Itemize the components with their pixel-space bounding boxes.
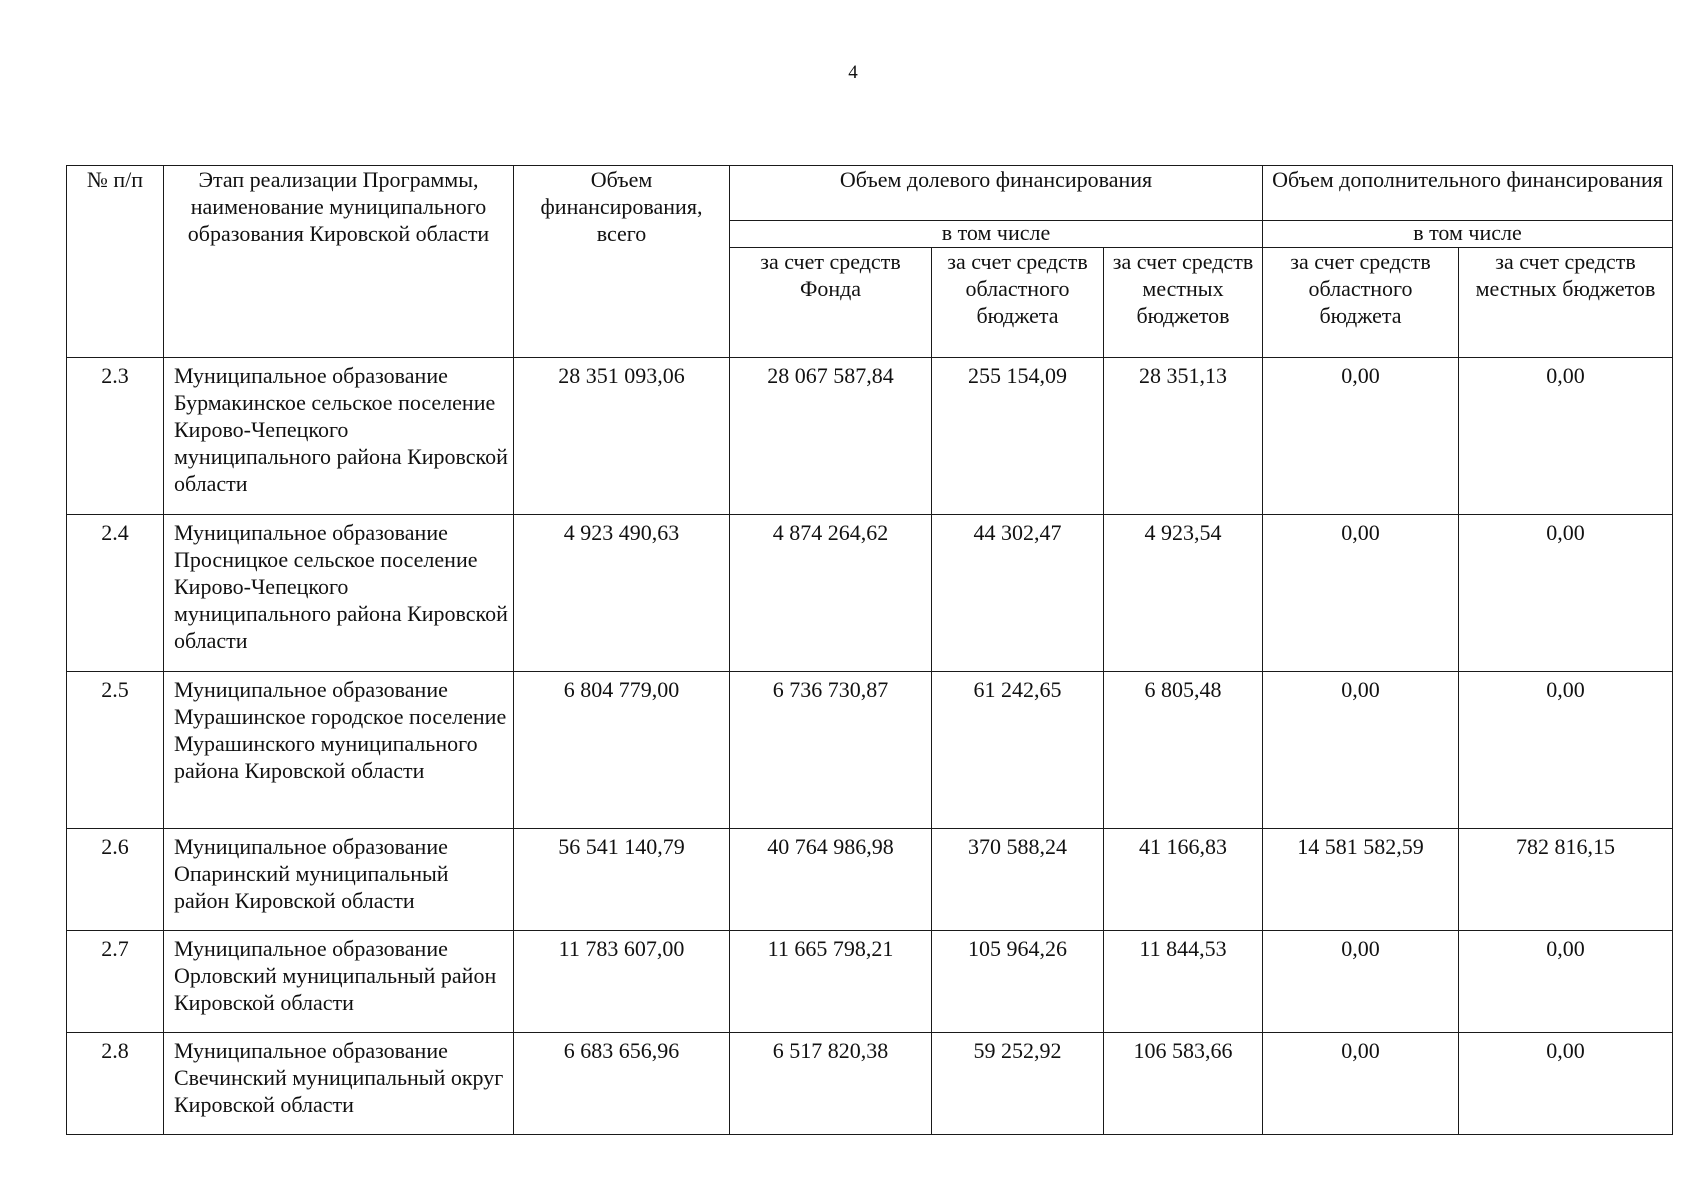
row-regional: 61 242,65 bbox=[932, 672, 1104, 829]
row-name: Муниципальное образование Свечинский муниципальный округ Кировской области bbox=[164, 1033, 514, 1135]
row-number: 2.3 bbox=[67, 358, 164, 515]
row-extra-regional: 0,00 bbox=[1263, 672, 1459, 829]
row-regional: 44 302,47 bbox=[932, 515, 1104, 672]
row-regional: 370 588,24 bbox=[932, 829, 1104, 931]
row-local: 106 583,66 bbox=[1104, 1033, 1263, 1135]
header-extra-incl: в том числе bbox=[1263, 221, 1673, 248]
row-extra-regional: 0,00 bbox=[1263, 358, 1459, 515]
row-number: 2.7 bbox=[67, 931, 164, 1033]
row-extra-local: 0,00 bbox=[1459, 358, 1673, 515]
row-extra-regional: 0,00 bbox=[1263, 1033, 1459, 1135]
table-row bbox=[67, 931, 1673, 1033]
row-extra-local: 0,00 bbox=[1459, 672, 1673, 829]
row-fund: 11 665 798,21 bbox=[730, 931, 932, 1033]
row-extra-regional: 0,00 bbox=[1263, 515, 1459, 672]
row-total: 4 923 490,63 bbox=[514, 515, 730, 672]
header-share-incl: в том числе bbox=[730, 221, 1263, 248]
row-total: 6 804 779,00 bbox=[514, 672, 730, 829]
row-fund: 40 764 986,98 bbox=[730, 829, 932, 931]
row-local: 4 923,54 bbox=[1104, 515, 1263, 672]
row-name: Муниципальное образование Мурашинское городское поселение Мурашинского муниципального района Кировской области bbox=[164, 672, 514, 829]
row-local: 41 166,83 bbox=[1104, 829, 1263, 931]
header-extra-group: Объем дополнительного финансирования bbox=[1263, 166, 1673, 221]
table-row bbox=[67, 1033, 1673, 1135]
row-local: 28 351,13 bbox=[1104, 358, 1263, 515]
table-row bbox=[67, 358, 1673, 515]
row-name: Муниципальное образование Опаринский муниципальный район Кировской области bbox=[164, 829, 514, 931]
row-regional: 59 252,92 bbox=[932, 1033, 1104, 1135]
header-extra-local: за счет средств местных бюджетов bbox=[1459, 248, 1673, 358]
row-extra-regional: 0,00 bbox=[1263, 931, 1459, 1033]
row-total: 6 683 656,96 bbox=[514, 1033, 730, 1135]
header-num: № п/п bbox=[67, 166, 164, 358]
table-row bbox=[67, 515, 1673, 672]
header-total: Объем финансирования, всего bbox=[514, 166, 730, 358]
table-row bbox=[67, 672, 1673, 829]
header-row-1 bbox=[67, 166, 1673, 221]
page-number: 4 bbox=[848, 62, 858, 83]
row-name: Муниципальное образование Просницкое сельское поселение Кирово-Чепецкого муниципального района Кировской области bbox=[164, 515, 514, 672]
header-share-group: Объем долевого финансирования bbox=[730, 166, 1263, 221]
row-name: Муниципальное образование Орловский муниципальный район Кировской области bbox=[164, 931, 514, 1033]
header-stage: Этап реализации Программы, наименование муниципального образования Кировской области bbox=[164, 166, 514, 358]
row-fund: 28 067 587,84 bbox=[730, 358, 932, 515]
row-extra-local: 0,00 bbox=[1459, 931, 1673, 1033]
row-local: 11 844,53 bbox=[1104, 931, 1263, 1033]
row-total: 11 783 607,00 bbox=[514, 931, 730, 1033]
row-number: 2.8 bbox=[67, 1033, 164, 1135]
row-total: 56 541 140,79 bbox=[514, 829, 730, 931]
row-extra-local: 0,00 bbox=[1459, 515, 1673, 672]
header-extra-regional: за счет средств областного бюджета bbox=[1263, 248, 1459, 358]
row-regional: 255 154,09 bbox=[932, 358, 1104, 515]
row-regional: 105 964,26 bbox=[932, 931, 1104, 1033]
row-local: 6 805,48 bbox=[1104, 672, 1263, 829]
row-name: Муниципальное образование Бурмакинское сельское поселение Кирово-Чепецкого муниципального района Кировской области bbox=[164, 358, 514, 515]
header-share-fund: за счет средств Фонда bbox=[730, 248, 932, 358]
row-extra-local: 0,00 bbox=[1459, 1033, 1673, 1135]
table-row bbox=[67, 829, 1673, 931]
row-total: 28 351 093,06 bbox=[514, 358, 730, 515]
row-extra-regional: 14 581 582,59 bbox=[1263, 829, 1459, 931]
header-share-local: за счет средств местных бюджетов bbox=[1104, 248, 1263, 358]
row-fund: 6 736 730,87 bbox=[730, 672, 932, 829]
header-share-regional: за счет средств областного бюджета bbox=[932, 248, 1104, 358]
row-number: 2.5 bbox=[67, 672, 164, 829]
row-number: 2.6 bbox=[67, 829, 164, 931]
row-fund: 4 874 264,62 bbox=[730, 515, 932, 672]
row-number: 2.4 bbox=[67, 515, 164, 672]
financing-table bbox=[66, 165, 1673, 1135]
row-extra-local: 782 816,15 bbox=[1459, 829, 1673, 931]
row-fund: 6 517 820,38 bbox=[730, 1033, 932, 1135]
